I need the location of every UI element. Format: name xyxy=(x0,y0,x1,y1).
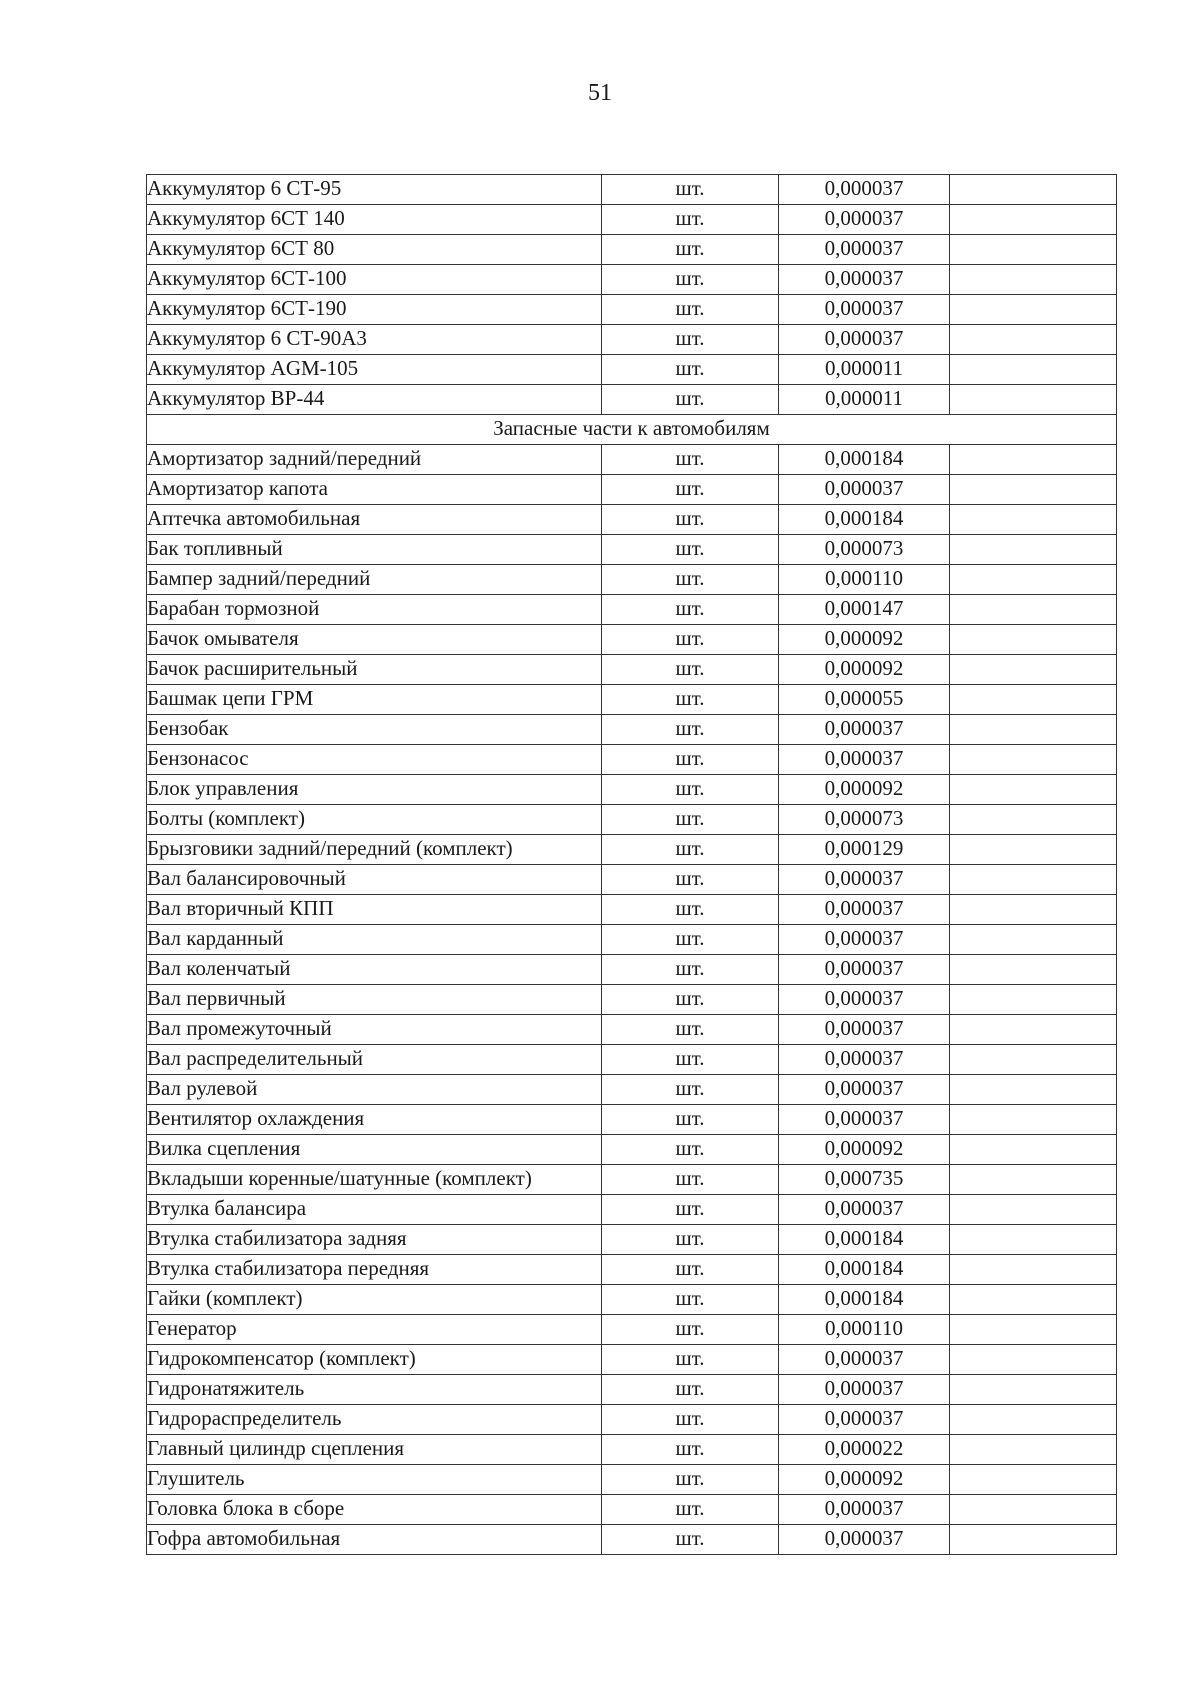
table-row xyxy=(147,205,1117,235)
table-row xyxy=(147,1015,1117,1045)
table-row xyxy=(147,505,1117,535)
item-unit: шт. xyxy=(602,445,779,475)
item-norm: 0,000037 xyxy=(779,325,950,355)
page-number: 51 xyxy=(588,80,612,106)
item-name: Гидрокомпенсатор (комплект) xyxy=(147,1345,602,1375)
item-unit: шт. xyxy=(602,775,779,805)
item-empty-cell xyxy=(950,865,1117,895)
item-unit: шт. xyxy=(602,1045,779,1075)
table-row xyxy=(147,1315,1117,1345)
table-row xyxy=(147,565,1117,595)
table-row xyxy=(147,1495,1117,1525)
item-unit: шт. xyxy=(602,205,779,235)
item-norm: 0,000184 xyxy=(779,505,950,535)
item-empty-cell xyxy=(950,1165,1117,1195)
item-empty-cell xyxy=(950,835,1117,865)
item-unit: шт. xyxy=(602,1465,779,1495)
item-norm: 0,000184 xyxy=(779,1225,950,1255)
item-empty-cell xyxy=(950,1255,1117,1285)
item-unit: шт. xyxy=(602,1225,779,1255)
item-name: Вал рулевой xyxy=(147,1075,602,1105)
item-unit: шт. xyxy=(602,1015,779,1045)
table-row xyxy=(147,1075,1117,1105)
item-empty-cell xyxy=(950,1495,1117,1525)
section-heading: Запасные части к автомобилям xyxy=(147,415,1117,445)
item-unit: шт. xyxy=(602,505,779,535)
item-empty-cell xyxy=(950,1195,1117,1225)
item-norm: 0,000037 xyxy=(779,1405,950,1435)
item-norm: 0,000055 xyxy=(779,685,950,715)
item-norm: 0,000037 xyxy=(779,295,950,325)
item-norm: 0,000037 xyxy=(779,895,950,925)
item-name: Вал коленчатый xyxy=(147,955,602,985)
item-norm: 0,000037 xyxy=(779,1105,950,1135)
item-unit: шт. xyxy=(602,625,779,655)
item-empty-cell xyxy=(950,1285,1117,1315)
item-unit: шт. xyxy=(602,175,779,205)
item-empty-cell xyxy=(950,1135,1117,1165)
table-row xyxy=(147,655,1117,685)
item-name: Аккумулятор 6СТ-190 xyxy=(147,295,602,325)
item-unit: шт. xyxy=(602,1135,779,1165)
table-row xyxy=(147,985,1117,1015)
item-name: Вал карданный xyxy=(147,925,602,955)
item-norm: 0,000092 xyxy=(779,1135,950,1165)
item-norm: 0,000110 xyxy=(779,565,950,595)
item-name: Бачок расширительный xyxy=(147,655,602,685)
table-row xyxy=(147,775,1117,805)
item-name: Бак топливный xyxy=(147,535,602,565)
item-norm: 0,000037 xyxy=(779,955,950,985)
item-name: Бачок омывателя xyxy=(147,625,602,655)
item-empty-cell xyxy=(950,895,1117,925)
item-norm: 0,000184 xyxy=(779,1255,950,1285)
item-norm: 0,000037 xyxy=(779,235,950,265)
item-name: Генератор xyxy=(147,1315,602,1345)
item-unit: шт. xyxy=(602,355,779,385)
item-norm: 0,000110 xyxy=(779,1315,950,1345)
table-row xyxy=(147,955,1117,985)
item-name: Гидрораспределитель xyxy=(147,1405,602,1435)
item-empty-cell xyxy=(950,715,1117,745)
item-empty-cell xyxy=(950,1225,1117,1255)
item-name: Блок управления xyxy=(147,775,602,805)
table-row xyxy=(147,1195,1117,1225)
item-name: Головка блока в сборе xyxy=(147,1495,602,1525)
item-unit: шт. xyxy=(602,1345,779,1375)
item-unit: шт. xyxy=(602,1165,779,1195)
item-name: Втулка стабилизатора задняя xyxy=(147,1225,602,1255)
table-row xyxy=(147,1255,1117,1285)
item-unit: шт. xyxy=(602,805,779,835)
item-name: Вал балансировочный xyxy=(147,865,602,895)
item-unit: шт. xyxy=(602,1375,779,1405)
item-name: Бензобак xyxy=(147,715,602,745)
item-name: Аккумулятор 6 СТ-95 xyxy=(147,175,602,205)
table-row xyxy=(147,235,1117,265)
table-row xyxy=(147,805,1117,835)
item-empty-cell xyxy=(950,1015,1117,1045)
item-unit: шт. xyxy=(602,1285,779,1315)
item-empty-cell xyxy=(950,385,1117,415)
item-unit: шт. xyxy=(602,835,779,865)
item-norm: 0,000037 xyxy=(779,715,950,745)
item-name: Гидронатяжитель xyxy=(147,1375,602,1405)
item-empty-cell xyxy=(950,1105,1117,1135)
table-row xyxy=(147,835,1117,865)
table-row xyxy=(147,1375,1117,1405)
item-norm: 0,000037 xyxy=(779,745,950,775)
table-row xyxy=(147,535,1117,565)
item-unit: шт. xyxy=(602,535,779,565)
item-name: Брызговики задний/передний (комплект) xyxy=(147,835,602,865)
item-unit: шт. xyxy=(602,865,779,895)
item-norm: 0,000037 xyxy=(779,1495,950,1525)
item-unit: шт. xyxy=(602,895,779,925)
item-norm: 0,000037 xyxy=(779,1345,950,1375)
item-empty-cell xyxy=(950,535,1117,565)
item-norm: 0,000073 xyxy=(779,805,950,835)
item-name: Втулка стабилизатора передняя xyxy=(147,1255,602,1285)
item-name: Барабан тормозной xyxy=(147,595,602,625)
item-name: Вал промежуточный xyxy=(147,1015,602,1045)
item-unit: шт. xyxy=(602,235,779,265)
item-norm: 0,000092 xyxy=(779,655,950,685)
table-row xyxy=(147,1105,1117,1135)
item-norm: 0,000147 xyxy=(779,595,950,625)
item-empty-cell xyxy=(950,1045,1117,1075)
item-empty-cell xyxy=(950,295,1117,325)
item-norm: 0,000092 xyxy=(779,1465,950,1495)
table-row xyxy=(147,1525,1117,1555)
table-row xyxy=(147,355,1117,385)
item-norm: 0,000037 xyxy=(779,865,950,895)
item-norm: 0,000011 xyxy=(779,385,950,415)
item-name: Бензонасос xyxy=(147,745,602,775)
table-row xyxy=(147,325,1117,355)
item-name: Аккумулятор 6СТ 140 xyxy=(147,205,602,235)
item-norm: 0,000037 xyxy=(779,175,950,205)
item-unit: шт. xyxy=(602,1105,779,1135)
item-unit: шт. xyxy=(602,325,779,355)
item-name: Вентилятор охлаждения xyxy=(147,1105,602,1135)
table-body xyxy=(147,175,1117,1555)
item-name: Аккумулятор AGM-105 xyxy=(147,355,602,385)
table-row xyxy=(147,895,1117,925)
table-row xyxy=(147,385,1117,415)
item-norm: 0,000073 xyxy=(779,535,950,565)
item-norm: 0,000037 xyxy=(779,1375,950,1405)
item-unit: шт. xyxy=(602,475,779,505)
table-row xyxy=(147,625,1117,655)
table-row xyxy=(147,1225,1117,1255)
item-unit: шт. xyxy=(602,745,779,775)
item-empty-cell xyxy=(950,1525,1117,1555)
table-row xyxy=(147,1405,1117,1435)
table-row xyxy=(147,1045,1117,1075)
item-name: Амортизатор капота xyxy=(147,475,602,505)
item-empty-cell xyxy=(950,955,1117,985)
item-unit: шт. xyxy=(602,1435,779,1465)
table-row xyxy=(147,1465,1117,1495)
table-row xyxy=(147,685,1117,715)
item-unit: шт. xyxy=(602,295,779,325)
item-empty-cell xyxy=(950,265,1117,295)
item-norm: 0,000037 xyxy=(779,1525,950,1555)
item-empty-cell xyxy=(950,745,1117,775)
item-empty-cell xyxy=(950,685,1117,715)
table-row xyxy=(147,175,1117,205)
item-unit: шт. xyxy=(602,925,779,955)
item-norm: 0,000037 xyxy=(779,205,950,235)
item-name: Аккумулятор 6 СТ-90А3 xyxy=(147,325,602,355)
item-empty-cell xyxy=(950,565,1117,595)
item-name: Вал вторичный КПП xyxy=(147,895,602,925)
item-name: Аптечка автомобильная xyxy=(147,505,602,535)
item-unit: шт. xyxy=(602,955,779,985)
item-name: Гофра автомобильная xyxy=(147,1525,602,1555)
table-row xyxy=(147,1285,1117,1315)
item-norm: 0,000735 xyxy=(779,1165,950,1195)
item-empty-cell xyxy=(950,445,1117,475)
table-row xyxy=(147,715,1117,745)
item-norm: 0,000011 xyxy=(779,355,950,385)
item-unit: шт. xyxy=(602,595,779,625)
item-empty-cell xyxy=(950,805,1117,835)
item-empty-cell xyxy=(950,595,1117,625)
item-empty-cell xyxy=(950,625,1117,655)
table-row xyxy=(147,1435,1117,1465)
item-empty-cell xyxy=(950,205,1117,235)
item-unit: шт. xyxy=(602,655,779,685)
item-empty-cell xyxy=(950,925,1117,955)
item-name: Вилка сцепления xyxy=(147,1135,602,1165)
item-unit: шт. xyxy=(602,715,779,745)
item-norm: 0,000037 xyxy=(779,1195,950,1225)
item-empty-cell xyxy=(950,1405,1117,1435)
item-unit: шт. xyxy=(602,985,779,1015)
section-row xyxy=(147,415,1117,445)
item-unit: шт. xyxy=(602,1495,779,1525)
item-norm: 0,000037 xyxy=(779,925,950,955)
item-norm: 0,000037 xyxy=(779,265,950,295)
table-row xyxy=(147,265,1117,295)
item-empty-cell xyxy=(950,655,1117,685)
item-norm: 0,000129 xyxy=(779,835,950,865)
item-norm: 0,000037 xyxy=(779,1075,950,1105)
item-name: Аккумулятор 6СТ-100 xyxy=(147,265,602,295)
item-unit: шт. xyxy=(602,1525,779,1555)
item-norm: 0,000037 xyxy=(779,1015,950,1045)
table-row xyxy=(147,1135,1117,1165)
item-empty-cell xyxy=(950,985,1117,1015)
item-name: Болты (комплект) xyxy=(147,805,602,835)
item-name: Аккумулятор ВР-44 xyxy=(147,385,602,415)
table-row xyxy=(147,595,1117,625)
item-unit: шт. xyxy=(602,565,779,595)
item-empty-cell xyxy=(950,1375,1117,1405)
table-row xyxy=(147,475,1117,505)
item-unit: шт. xyxy=(602,1315,779,1345)
item-norm: 0,000037 xyxy=(779,1045,950,1075)
item-unit: шт. xyxy=(602,1075,779,1105)
item-name: Вал первичный xyxy=(147,985,602,1015)
item-name: Башмак цепи ГРМ xyxy=(147,685,602,715)
table-row xyxy=(147,865,1117,895)
item-unit: шт. xyxy=(602,1405,779,1435)
item-norm: 0,000184 xyxy=(779,1285,950,1315)
item-name: Гайки (комплект) xyxy=(147,1285,602,1315)
item-empty-cell xyxy=(950,775,1117,805)
item-name: Амортизатор задний/передний xyxy=(147,445,602,475)
item-name: Аккумулятор 6СТ 80 xyxy=(147,235,602,265)
item-empty-cell xyxy=(950,175,1117,205)
item-norm: 0,000022 xyxy=(779,1435,950,1465)
item-empty-cell xyxy=(950,1465,1117,1495)
table-row xyxy=(147,445,1117,475)
item-empty-cell xyxy=(950,1315,1117,1345)
item-norm: 0,000184 xyxy=(779,445,950,475)
item-norm: 0,000092 xyxy=(779,775,950,805)
item-name: Глушитель xyxy=(147,1465,602,1495)
item-name: Втулка балансира xyxy=(147,1195,602,1225)
item-norm: 0,000092 xyxy=(779,625,950,655)
norms-table xyxy=(146,174,1117,1555)
item-norm: 0,000037 xyxy=(779,985,950,1015)
item-empty-cell xyxy=(950,1345,1117,1375)
item-empty-cell xyxy=(950,1435,1117,1465)
item-unit: шт. xyxy=(602,685,779,715)
item-name: Вал распределительный xyxy=(147,1045,602,1075)
item-empty-cell xyxy=(950,505,1117,535)
item-empty-cell xyxy=(950,235,1117,265)
item-norm: 0,000037 xyxy=(779,475,950,505)
table-row xyxy=(147,1345,1117,1375)
table-row xyxy=(147,925,1117,955)
table-row xyxy=(147,295,1117,325)
item-unit: шт. xyxy=(602,1255,779,1285)
table-row xyxy=(147,1165,1117,1195)
item-unit: шт. xyxy=(602,265,779,295)
item-empty-cell xyxy=(950,325,1117,355)
item-empty-cell xyxy=(950,475,1117,505)
item-empty-cell xyxy=(950,1075,1117,1105)
item-unit: шт. xyxy=(602,1195,779,1225)
item-name: Бампер задний/передний xyxy=(147,565,602,595)
item-name: Вкладыши коренные/шатунные (комплект) xyxy=(147,1165,602,1195)
item-empty-cell xyxy=(950,355,1117,385)
item-name: Главный цилиндр сцепления xyxy=(147,1435,602,1465)
table-row xyxy=(147,745,1117,775)
item-unit: шт. xyxy=(602,385,779,415)
